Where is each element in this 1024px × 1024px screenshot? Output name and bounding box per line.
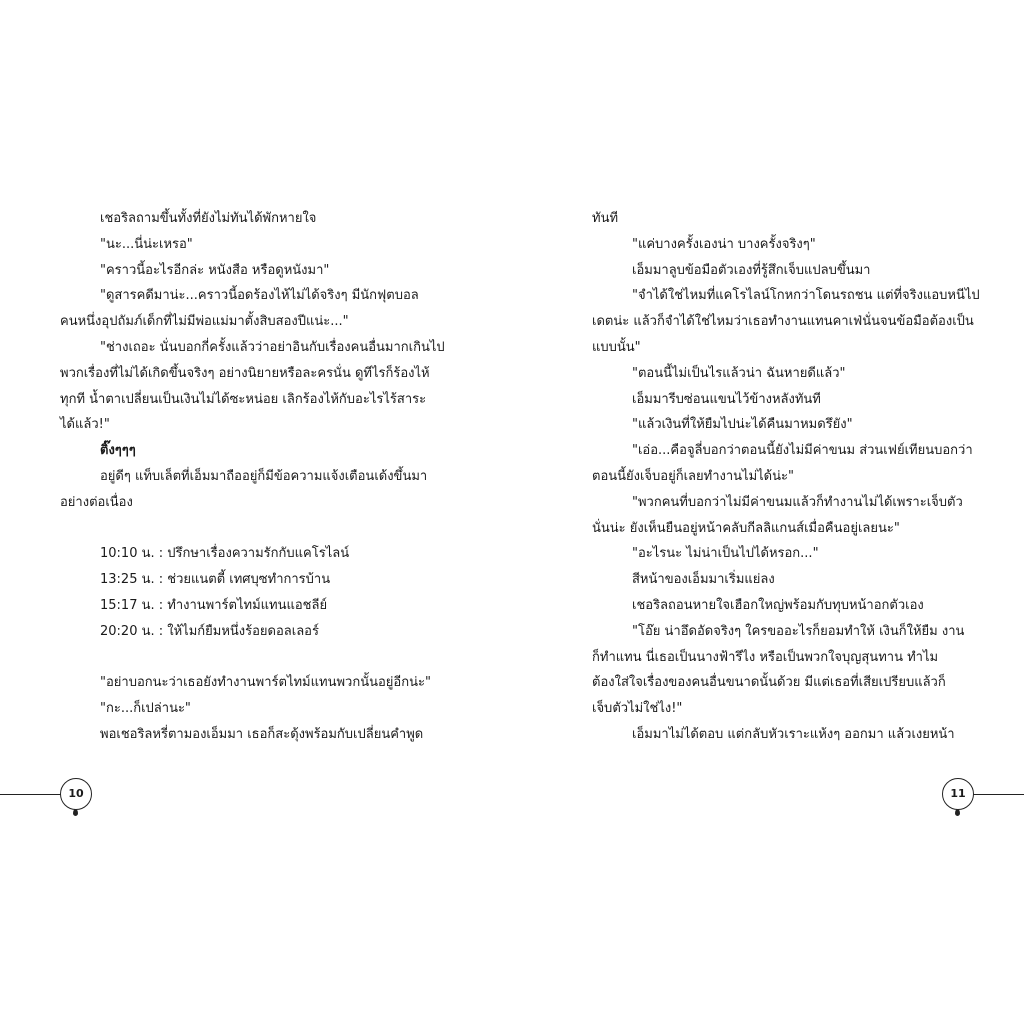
dialogue-line: เจ็บตัวไม่ใช่ไง!" (592, 701, 683, 717)
page-number-badge (0, 776, 100, 816)
drop-icon (955, 809, 960, 816)
dialogue-line: "นะ...นี่น่ะเหรอ" (100, 236, 193, 252)
dialogue-line: ก็ทำแทน นี่เธอเป็นนางฟ้ารึไง หรือเป็นพวกใจบุญสุนทาน ทำไม (592, 649, 939, 665)
sound-effect: ติ๊งๆๆๆ (100, 443, 136, 459)
dialogue-line: คนหนึ่งอุปถัมภ์เด็กที่ไม่มีพ่อแม่มาตั้งสิบสองปีแน่ะ..." (60, 314, 349, 330)
page-number: 10 (60, 778, 92, 810)
dialogue-line: เดตน่ะ แล้วก็จำได้ใช่ไหมว่าเธอทำงานแทนคาเฟ่นั่นจนข้อมือต้องเป็น (592, 314, 974, 330)
dialogue-line: "เอ่อ...คือจูลี่บอกว่าตอนนี้ยังไม่มีค่าขนม ส่วนเฟย์เทียนบอกว่า (632, 443, 973, 459)
paragraph: อยู่ดีๆ แท็บเล็ตที่เอ็มมาถืออยู่ก็มีข้อความแจ้งเตือนเด้งขึ้นมา (100, 468, 428, 484)
dialogue-line: "อะไรนะ ไม่น่าเป็นไปได้หรอก..." (632, 546, 819, 562)
dialogue-line: "อย่าบอกนะว่าเธอยังทำงานพาร์ตไทม์แทนพวกนั้นอยู่อีกน่ะ" (100, 675, 431, 691)
paragraph: เชอริลถอนหายใจเฮือกใหญ่พร้อมกับทุบหน้าอกตัวเอง (632, 597, 924, 613)
page-number-rule (972, 794, 1024, 795)
right-page-text (592, 206, 980, 748)
blank-line (60, 516, 440, 542)
notification-item: 10:10 น. : ปรึกษาเรื่องความรักกับแคโรไลน์ (100, 546, 350, 562)
dialogue-line: "โอ๊ย น่าอึดอัดจริงๆ ใครขออะไรก็ยอมทำให้ เงินก็ให้ยืม งาน (632, 623, 965, 639)
notification-item: 15:17 น. : ทำงานพาร์ตไทม์แทนแอชลีย์ (100, 597, 328, 613)
dialogue-line: ทุกที น้ำตาเปลี่ยนเป็นเงินไม่ได้ซะหน่อย เลิกร้องไห้กับอะไรไร้สาระ (60, 391, 427, 407)
paragraph: เอ็มมารีบซ่อนแขนไว้ข้างหลังทันที (632, 391, 821, 407)
paragraph: เอ็มมาไม่ได้ตอบ แต่กลับหัวเราะแห้งๆ ออกมา แล้วเงยหน้า (632, 726, 955, 742)
page-number: 11 (942, 778, 974, 810)
paragraph: สีหน้าของเอ็มมาเริ่มแย่ลง (632, 572, 775, 588)
drop-icon (73, 809, 78, 816)
dialogue-line: ตอนนี้ยังเจ็บอยู่ก็เลยทำงานไม่ได้น่ะ" (592, 468, 794, 484)
blank-line (60, 645, 440, 671)
dialogue-line: "ช่างเถอะ นั่นบอกกี่ครั้งแล้วว่าอย่าอินกับเรื่องคนอื่นมากเกินไป (100, 339, 445, 355)
dialogue-line: "แล้วเงินที่ให้ยืมไปน่ะได้คืนมาหมดรึยัง" (632, 417, 853, 433)
dialogue-line: "พวกคนที่บอกว่าไม่มีค่าขนมแล้วก็ทำงานไม่ได้เพราะเจ็บตัว (632, 494, 963, 510)
dialogue-line: "ดูสารคดีมาน่ะ...คราวนี้อดร้องไห้ไม่ได้จริงๆ มีนักฟุตบอล (100, 288, 419, 304)
page-number-badge (932, 776, 1024, 816)
dialogue-line: พวกเรื่องที่ไม่ได้เกิดขึ้นจริงๆ อย่างนิยายหรือละครนั่น ดูทีไรก็ร้องไห้ (60, 365, 430, 381)
page-number-rule (0, 794, 62, 795)
left-page-text (60, 206, 445, 748)
right-page (512, 0, 1024, 1024)
dialogue-line: ได้แล้ว!" (60, 417, 110, 433)
dialogue-line: "ตอนนี้ไม่เป็นไรแล้วน่า ฉันหายดีแล้ว" (632, 365, 846, 381)
dialogue-line: แบบนั้น" (592, 339, 641, 355)
dialogue-line: "กะ...ก็เปล่านะ" (100, 701, 191, 717)
dialogue-line: "แค่บางครั้งเองน่า บางครั้งจริงๆ" (632, 236, 816, 252)
paragraph: เชอริลถามขึ้นทั้งที่ยังไม่ทันได้พักหายใจ (100, 211, 317, 226)
dialogue-line: "จำได้ใช่ไหมที่แคโรไลน์โกหกว่าโดนรถชน แต่ที่จริงแอบหนีไป (632, 288, 980, 304)
paragraph: อย่างต่อเนื่อง (60, 494, 133, 510)
paragraph: ทันที (592, 211, 619, 226)
dialogue-line: นั่นน่ะ ยังเห็นยืนอยู่หน้าคลับกีลลิแกนส์เมื่อคืนอยู่เลยนะ" (592, 520, 900, 536)
paragraph: พอเชอริลหรี่ตามองเอ็มมา เธอก็สะดุ้งพร้อมกับเปลี่ยนคำพูด (100, 726, 424, 742)
notification-item: 13:25 น. : ช่วยแนตตี้ เทศบุซทำการบ้าน (100, 572, 331, 588)
notification-item: 20:20 น. : ให้ไมก์ยืมหนึ่งร้อยดอลเลอร์ (100, 623, 319, 639)
dialogue-line: "คราวนี้อะไรอีกล่ะ หนังสือ หรือดูหนังมา" (100, 262, 330, 278)
dialogue-line: ต้องใส่ใจเรื่องของคนอื่นขนาดนั้นด้วย มีแต่เธอที่เสียเปรียบแล้วก็ (592, 675, 946, 691)
paragraph: เอ็มมาลูบข้อมือตัวเองที่รู้สึกเจ็บแปลบขึ้นมา (632, 262, 871, 278)
